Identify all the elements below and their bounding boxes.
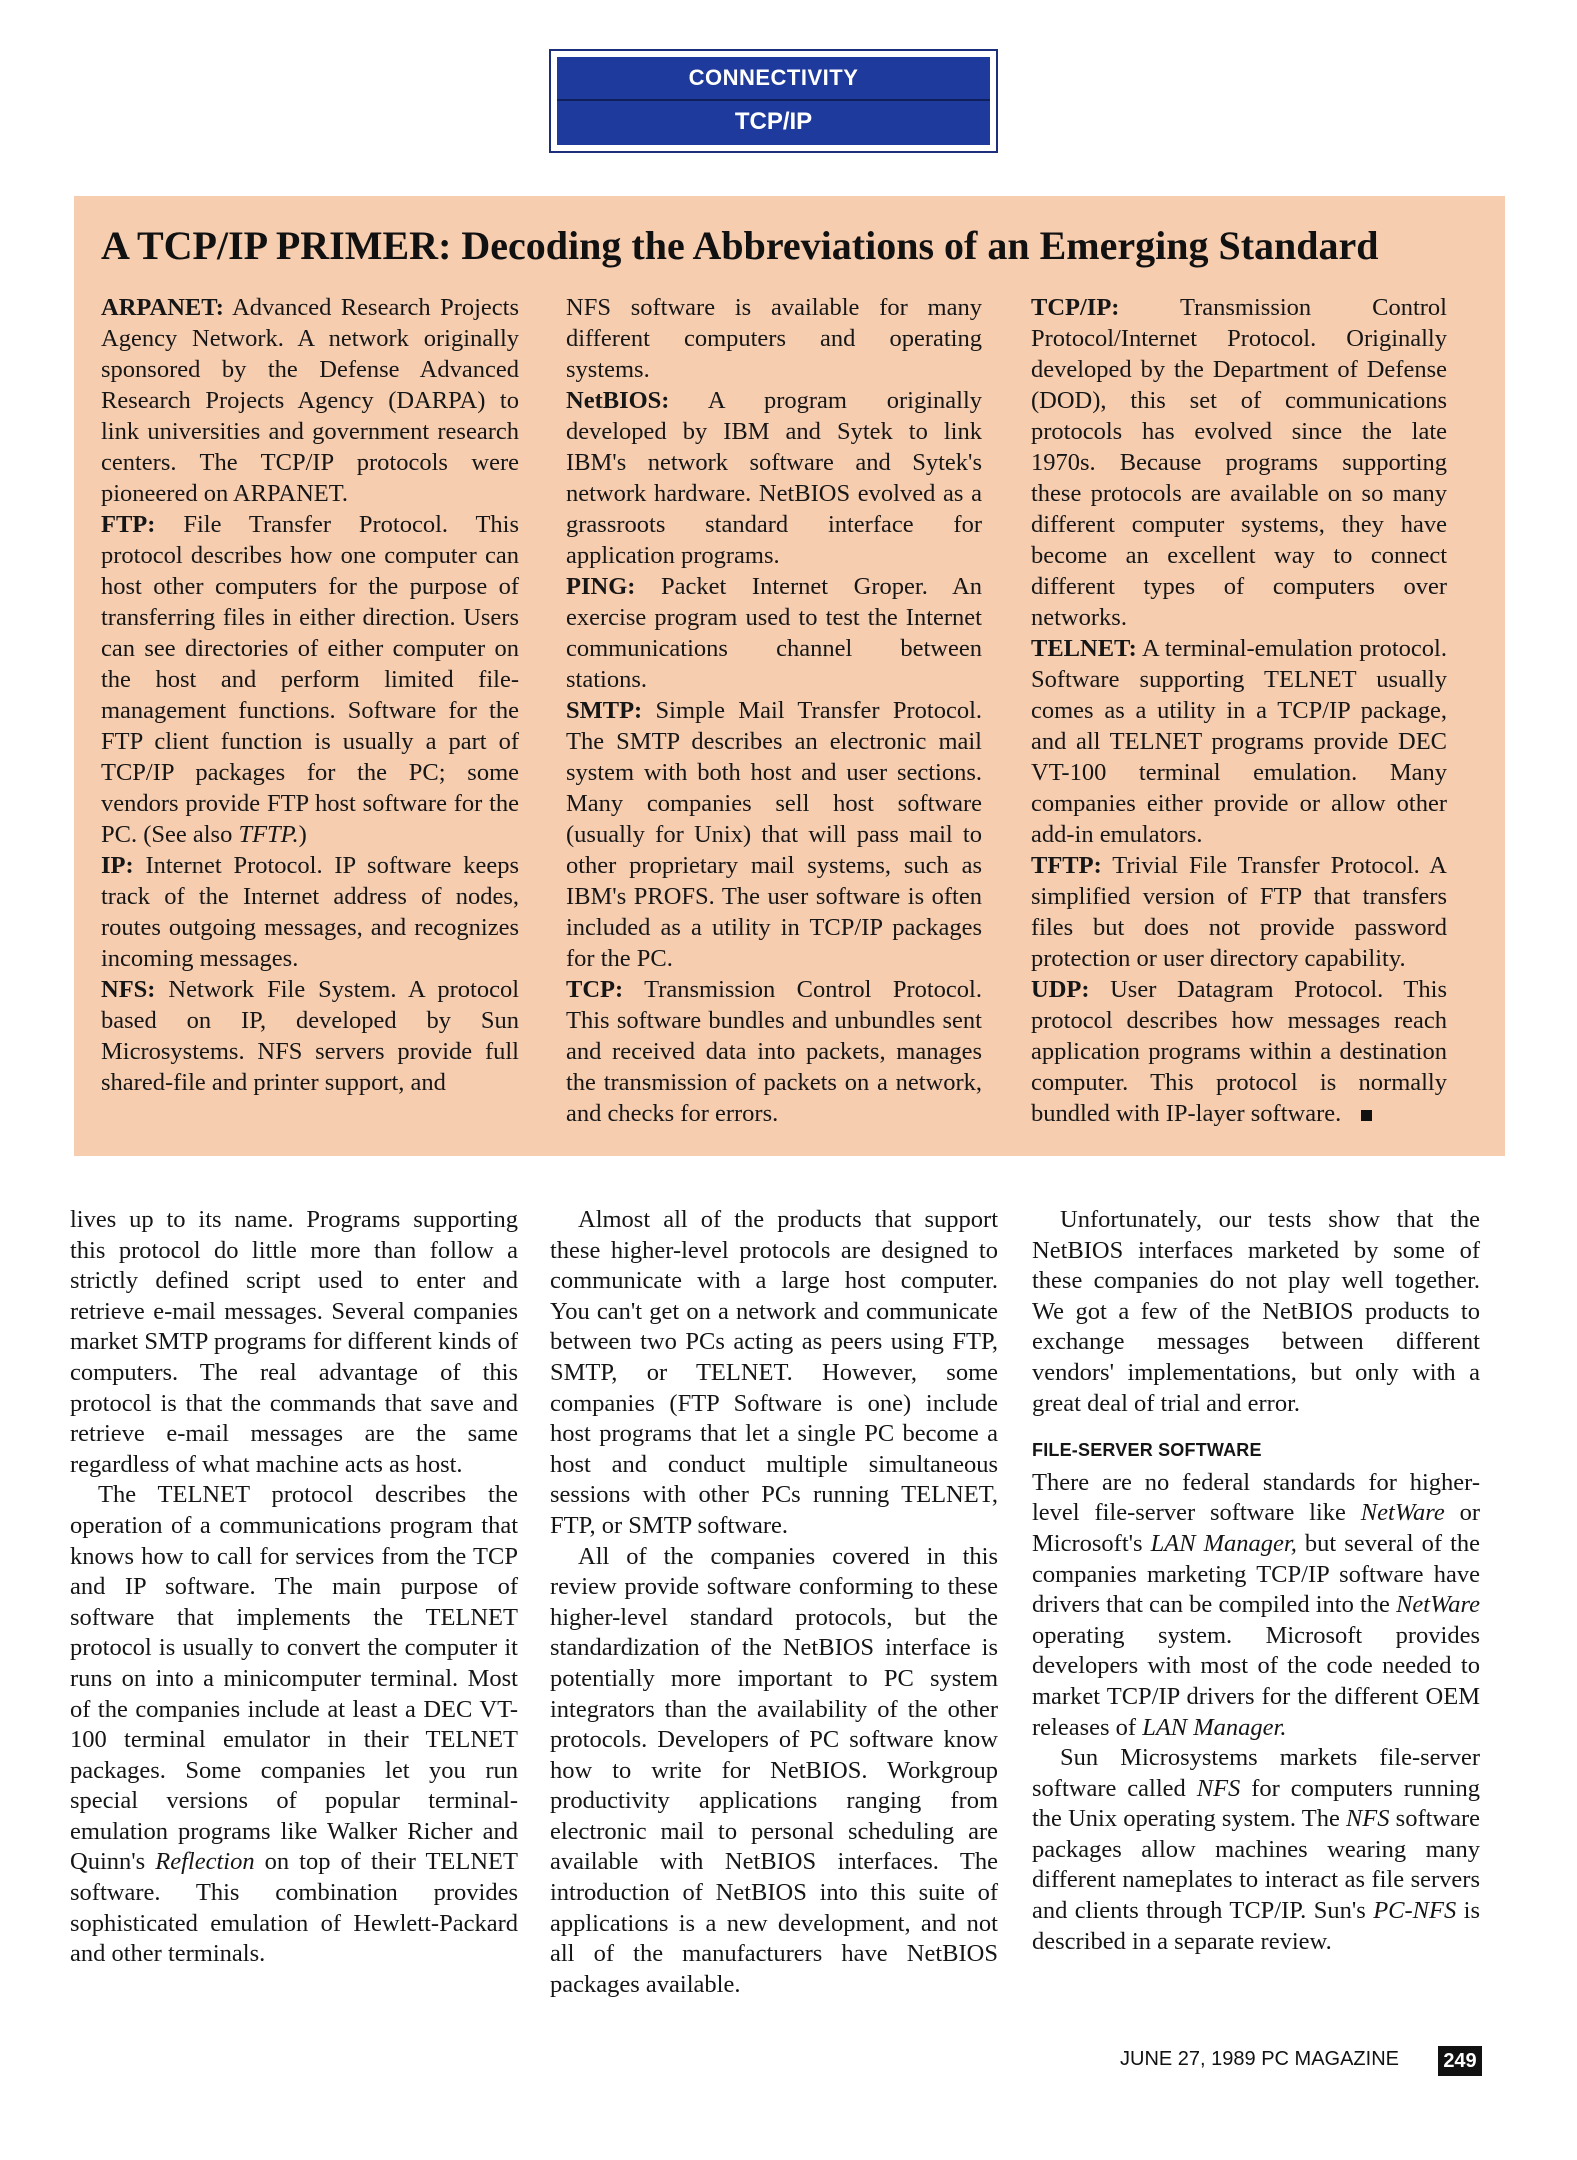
glossary-definition: Simple Mail Transfer Protocol. The SMTP describes an electronic mail system with both host and user sections. Many companies sell host software (usually for Unix) that will pass mail to other proprietary mail systems, such as IBM's PROFS. The user software is often included as a utility in TCP/IP packages for the PC. [566,697,983,972]
glossary-term: TELNET: [1031,635,1137,662]
glossary-entry [101,509,519,850]
article-paragraph: Almost all of the products that support these higher-level protocols are designed to communicate with a large host computer. You can't get on a network and communicate between two PCs acting as peers using FTP, SMTP, or TELNET. However, some companies (FTP Software is one) include host programs that let a single PC become a host and conduct multiple simultaneous sessions with other PCs running TELNET, FTP, or SMTP software. [550,1206,998,1539]
glossary-term: PING: [566,573,636,600]
paragraph-text: operating system. Microsoft provides developers with most of the code needed to market TCP/IP drivers for the different OEM releases of [1032,1621,1480,1741]
glossary-definition: Internet Protocol. IP software keeps track of the Internet address of nodes, routes outgoing messages, and recognizes incoming messages. [101,852,519,972]
glossary-entry [1031,850,1447,974]
glossary-definition: A terminal-emulation protocol. Software supporting TELNET usually comes as a utility in a TCP/IP package, and all TELNET programs provide DEC VT-100 terminal emulation. Many companies either provide or allow other add-in emulators. [1031,635,1447,848]
section-header [549,49,998,153]
glossary-definition: NFS software is available for many different computers and operating systems. [566,294,982,383]
page-number: 249 [1438,2046,1482,2076]
glossary-definition: A program originally developed by IBM and Sytek to link IBM's network software and Sytek's network hardware. NetBIOS evolved as a grassroots standard interface for application programs. [566,387,982,569]
glossary-entry [1031,292,1447,633]
article-paragraph: lives up to its name. Programs supporting this protocol do little more than follow a strictly defined script used to enter and retrieve e-mail messages. Several companies market SMTP programs for different kinds of computers. The real advantage of this protocol is that the commands that save and retrieve e-mail messages are the same regardless of what machine acts as host. [70,1206,518,1478]
product-name: Reflection [155,1848,255,1876]
end-of-story-icon [1361,1110,1372,1121]
paragraph-text: is described in a separate review. [1032,1897,1481,1955]
sidebar-column-1 [101,292,519,1098]
glossary-definition: Transmission Control Protocol. This software bundles and unbundles sent and received data into packets, manages the transmission of packets on a network, and checks for errors. [566,976,982,1127]
glossary-continuation [566,292,982,385]
glossary-term: UDP: [1031,976,1090,1003]
product-name: NetWare [1360,1499,1445,1527]
glossary-entry [566,695,982,974]
glossary-definition: Transmission Control Protocol/Internet Protocol. Originally developed by the Department of Defense (DOD), this set of communications protocols has evolved since the late 1970s. Because programs supporting these protocols are available on so many different computer systems, they have become an excellent way to connect different types of computers over networks. [1031,294,1447,631]
product-name: LAN Manager. [1142,1713,1287,1741]
product-name: NFS [1196,1774,1241,1802]
article-column-2 [550,1205,998,2000]
glossary-entry [101,292,519,509]
glossary-entry [566,974,982,1129]
glossary-entry [566,571,982,695]
glossary-term: NetBIOS: [566,387,670,414]
article-paragraph [1032,1743,1480,1957]
glossary-term: IP: [101,852,134,879]
glossary-entry [101,974,519,1098]
glossary-entry [1031,633,1447,850]
glossary-term: TCP: [566,976,624,1003]
product-name: NetWare [1396,1591,1481,1619]
glossary-entry [566,385,982,571]
topic-label: TCP/IP [734,108,813,135]
footer-publication: JUNE 27, 1989 PC MAGAZINE [1120,2048,1399,2070]
glossary-term: SMTP: [566,697,643,724]
glossary-definition: Advanced Research Projects Agency Network. A network originally sponsored by the Defense Advanced Research Projects Agency (DARPA) to link universities and government research centers. The TCP/IP protocols were pioneered on ARPANET. [101,294,519,507]
glossary-term: ARPANET: [101,294,224,321]
glossary-definition: Trivial File Transfer Protocol. A simplified version of FTP that transfers files but does not provide password protection or user directory capability. [1031,852,1447,972]
paragraph-text: The TELNET protocol describes the operation of a communications program that knows how to call for services from the TCP and IP software. The main purpose of software that implements the TELNET protocol is usually to convert the computer it runs on into a minicomputer terminal. Most of the companies include at least a DEC VT-100 terminal emulator in their TELNET packages. Some companies let you run special versions of popular terminal-emulation programs like Walker Richer and Quinn's [70,1481,518,1876]
paragraph-text: on top of their TELNET software. This combination provides sophisticated emulation of Hewlett-Packard and other terminals. [70,1848,518,1968]
article-paragraph: All of the companies covered in this review provide software conforming to these higher-level standard protocols, but the standardization of the NetBIOS interface is potentially more important to PC system integrators than the availability of the other protocols. Developers of PC software know how to write for NetBIOS. Workgroup productivity applications ranging from electronic mail to personal scheduling are available with NetBIOS interfaces. The introduction of NetBIOS into this suite of applications is a new development, and not all of the manufacturers have NetBIOS packages available. [550,1542,998,1998]
glossary-entry [1031,974,1447,1129]
section-label: CONNECTIVITY [688,65,859,90]
glossary-definition: File Transfer Protocol. This protocol describes how one computer can host other computers for the purpose of transferring files in either direction. Users can see directories of either computer on the host and perform limited file-management functions. Software for the FTP client function is usually a part of TCP/IP packages for the PC; some vendors provide FTP host software for the PC. [101,511,520,848]
page-footer [1120,2046,1482,2076]
paragraph-text: for computers running the Unix operating system. The [1032,1774,1481,1833]
product-name: NFS [1345,1805,1390,1833]
see-also-suffix: ) [298,821,307,848]
glossary-definition: Packet Internet Groper. An exercise program used to test the Internet communications channel between stations. [566,573,983,693]
section-subhead: FILE-SERVER SOFTWARE [1032,1440,1262,1461]
glossary-term: FTP: [101,511,156,538]
glossary-definition: User Datagram Protocol. This protocol describes how messages reach application programs within a destination computer. This protocol is normally bundled with IP-layer software. [1031,976,1447,1127]
sidebar-column-3 [1031,292,1447,1129]
paragraph-text: or Microsoft's [1032,1499,1481,1557]
paragraph-text: software packages allow machines wearing many different nameplates to interact as file servers and clients through TCP/IP. Sun's [1032,1805,1481,1925]
glossary-definition: Network File System. A protocol based on IP, developed by Sun Microsystems. NFS servers provide full shared-file and printer support, and [101,976,520,1096]
article-paragraph [70,1480,518,1970]
article-paragraph [1032,1468,1480,1743]
glossary-entry [101,850,519,974]
sidebar-title: A TCP/IP PRIMER: Decoding the Abbreviations of an Emerging Standard [101,223,1379,268]
header-divider [557,99,990,101]
sidebar-column-2 [566,292,982,1129]
paragraph-text: There are no federal standards for higher-level file-server software like [1032,1468,1480,1527]
paragraph-text: Sun Microsystems markets file-server software called [1032,1744,1480,1802]
glossary-term: NFS: [101,976,156,1003]
see-also-term: TFTP. [238,821,299,848]
glossary-term: TFTP: [1031,852,1102,879]
section-header-panel [557,57,990,145]
article-column-3 [1032,1205,1480,1957]
article-paragraph: Unfortunately, our tests show that the NetBIOS interfaces marketed by some of these companies do not play well together. We got a few of the NetBIOS products to exchange messages between different vendors' implementations, but only with a great deal of trial and error. [1032,1206,1480,1417]
paragraph-text: but several of the companies marketing TCP/IP software have drivers that can be compiled into the [1032,1529,1481,1619]
glossary-term: TCP/IP: [1031,294,1120,321]
product-name: PC-NFS [1373,1897,1457,1925]
product-name: LAN Manager, [1150,1529,1297,1557]
article-column-1 [70,1205,518,1970]
see-also-prefix: (See also [143,821,233,848]
